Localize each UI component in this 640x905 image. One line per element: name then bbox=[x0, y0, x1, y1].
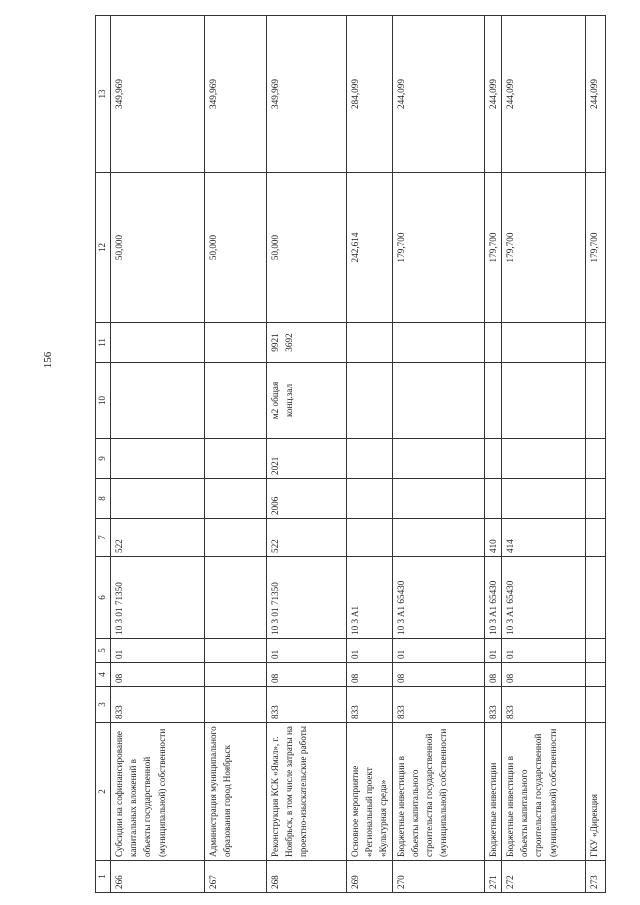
expense-type-code bbox=[204, 519, 266, 557]
capacity-unit bbox=[585, 363, 605, 439]
grbs-code bbox=[204, 687, 266, 723]
row-name: ГКУ «Дирекция bbox=[585, 723, 605, 861]
grbs-code bbox=[585, 687, 605, 723]
row-number: 272 bbox=[501, 861, 585, 893]
target-article-code: 10 3 A1 65430 bbox=[484, 557, 501, 639]
col-header: 7 bbox=[96, 519, 111, 557]
subsection-code: 01 bbox=[266, 639, 346, 663]
table-row bbox=[204, 16, 266, 893]
expense-type-code: 414 bbox=[501, 519, 585, 557]
target-article-code: 10 3 01 71350 bbox=[110, 557, 204, 639]
start-year bbox=[585, 479, 605, 519]
table-row bbox=[266, 16, 346, 893]
expense-type-code: 522 bbox=[110, 519, 204, 557]
target-article-code: 10 3 A1 bbox=[346, 557, 392, 639]
capacity-value bbox=[204, 323, 266, 363]
grbs-code: 833 bbox=[346, 687, 392, 723]
value-col-13: 349,969 bbox=[266, 16, 346, 173]
row-number: 267 bbox=[204, 861, 266, 893]
subsection-code: 01 bbox=[392, 639, 484, 663]
section-code: 08 bbox=[266, 663, 346, 687]
end-year bbox=[484, 439, 501, 479]
capacity-unit bbox=[110, 363, 204, 439]
target-article-code: 10 3 A1 65430 bbox=[501, 557, 585, 639]
value-col-13: 349,969 bbox=[204, 16, 266, 173]
start-year bbox=[346, 479, 392, 519]
row-name: Субсидии на софинансирование капитальных вложений в объекты государственной (муниципальной) собственности bbox=[110, 723, 204, 861]
value-col-13: 244,099 bbox=[501, 16, 585, 173]
end-year bbox=[110, 439, 204, 479]
grbs-code: 833 bbox=[501, 687, 585, 723]
end-year bbox=[392, 439, 484, 479]
value-col-12: 50,000 bbox=[110, 173, 204, 323]
capacity-value bbox=[392, 323, 484, 363]
row-name: Реконструкция КСК «Ямал», г. Ноябрьск, в том числе затраты на проектно-изыскательские работы bbox=[266, 723, 346, 861]
section-code: 08 bbox=[484, 663, 501, 687]
value-col-12: 50,000 bbox=[266, 173, 346, 323]
capacity-value bbox=[110, 323, 204, 363]
value-col-13: 244,099 bbox=[484, 16, 501, 173]
row-number: 269 bbox=[346, 861, 392, 893]
row-name: Бюджетные инвестиции bbox=[484, 723, 501, 861]
value-col-12: 179,700 bbox=[484, 173, 501, 323]
subsection-code: 01 bbox=[110, 639, 204, 663]
col-header: 4 bbox=[96, 663, 111, 687]
section-code bbox=[204, 663, 266, 687]
table-row bbox=[484, 16, 501, 893]
col-header: 6 bbox=[96, 557, 111, 639]
end-year: 2021 bbox=[266, 439, 346, 479]
target-article-code bbox=[204, 557, 266, 639]
table-row bbox=[585, 16, 605, 893]
col-header: 8 bbox=[96, 479, 111, 519]
expense-type-code: 410 bbox=[484, 519, 501, 557]
section-code bbox=[585, 663, 605, 687]
col-header: 2 bbox=[96, 723, 111, 861]
capacity-unit bbox=[204, 363, 266, 439]
target-article-code: 10 3 01 71350 bbox=[266, 557, 346, 639]
start-year bbox=[204, 479, 266, 519]
grbs-code: 833 bbox=[392, 687, 484, 723]
value-col-13: 349,969 bbox=[110, 16, 204, 173]
row-name: Бюджетные инвестиции в объекты капитального строительства государственной (муниципальной) собственности bbox=[501, 723, 585, 861]
capacity-unit bbox=[501, 363, 585, 439]
table-row bbox=[392, 16, 484, 893]
section-code: 08 bbox=[392, 663, 484, 687]
col-header: 1 bbox=[96, 861, 111, 893]
end-year bbox=[501, 439, 585, 479]
subsection-code bbox=[204, 639, 266, 663]
col-header: 10 bbox=[96, 363, 111, 439]
col-header: 12 bbox=[96, 173, 111, 323]
start-year bbox=[392, 479, 484, 519]
start-year bbox=[110, 479, 204, 519]
table-holder bbox=[95, 16, 599, 893]
value-col-13: 284,099 bbox=[346, 16, 392, 173]
budget-table bbox=[95, 15, 606, 893]
section-code: 08 bbox=[110, 663, 204, 687]
section-code: 08 bbox=[501, 663, 585, 687]
value-col-12: 179,700 bbox=[392, 173, 484, 323]
table-body bbox=[96, 16, 606, 893]
col-header: 11 bbox=[96, 323, 111, 363]
expense-type-code: 522 bbox=[266, 519, 346, 557]
column-number-row bbox=[96, 16, 111, 893]
row-number: 273 bbox=[585, 861, 605, 893]
section-code: 08 bbox=[346, 663, 392, 687]
start-year: 2006 bbox=[266, 479, 346, 519]
table-row bbox=[501, 16, 585, 893]
col-header: 3 bbox=[96, 687, 111, 723]
row-number: 266 bbox=[110, 861, 204, 893]
subsection-code: 01 bbox=[346, 639, 392, 663]
row-number: 268 bbox=[266, 861, 346, 893]
capacity-unit bbox=[392, 363, 484, 439]
expense-type-code bbox=[392, 519, 484, 557]
value-col-12: 179,700 bbox=[585, 173, 605, 323]
row-number: 271 bbox=[484, 861, 501, 893]
row-number: 270 bbox=[392, 861, 484, 893]
rotated-table-frame bbox=[95, 16, 599, 893]
value-col-13: 244,099 bbox=[392, 16, 484, 173]
expense-type-code bbox=[346, 519, 392, 557]
grbs-code: 833 bbox=[484, 687, 501, 723]
target-article-code bbox=[585, 557, 605, 639]
grbs-code: 833 bbox=[266, 687, 346, 723]
capacity-value bbox=[585, 323, 605, 363]
row-name: Администрация муниципального образования город Ноябрьск bbox=[204, 723, 266, 861]
target-article-code: 10 3 A1 65430 bbox=[392, 557, 484, 639]
grbs-code: 833 bbox=[110, 687, 204, 723]
start-year bbox=[484, 479, 501, 519]
subsection-code bbox=[585, 639, 605, 663]
capacity-value bbox=[484, 323, 501, 363]
expense-type-code bbox=[585, 519, 605, 557]
end-year bbox=[346, 439, 392, 479]
capacity-unit: м2 общая конц.зал bbox=[266, 363, 346, 439]
subsection-code: 01 bbox=[501, 639, 585, 663]
page-number: 156 bbox=[42, 351, 54, 369]
value-col-13: 244,099 bbox=[585, 16, 605, 173]
start-year bbox=[501, 479, 585, 519]
col-header: 9 bbox=[96, 439, 111, 479]
col-header: 13 bbox=[96, 16, 111, 173]
table-row bbox=[110, 16, 204, 893]
capacity-value bbox=[501, 323, 585, 363]
value-col-12: 179,700 bbox=[501, 173, 585, 323]
end-year bbox=[585, 439, 605, 479]
capacity-unit bbox=[484, 363, 501, 439]
subsection-code: 01 bbox=[484, 639, 501, 663]
capacity-value: 9921 3692 bbox=[266, 323, 346, 363]
capacity-value bbox=[346, 323, 392, 363]
value-col-12: 242,614 bbox=[346, 173, 392, 323]
row-name: Бюджетные инвестиции в объекты капитального строительства государственной (муниципальной) собственности bbox=[392, 723, 484, 861]
capacity-unit bbox=[346, 363, 392, 439]
value-col-12: 50,000 bbox=[204, 173, 266, 323]
col-header: 5 bbox=[96, 639, 111, 663]
row-name: Основное мероприятие «Региональный проект «Культурная среда» bbox=[346, 723, 392, 861]
end-year bbox=[204, 439, 266, 479]
table-row bbox=[346, 16, 392, 893]
